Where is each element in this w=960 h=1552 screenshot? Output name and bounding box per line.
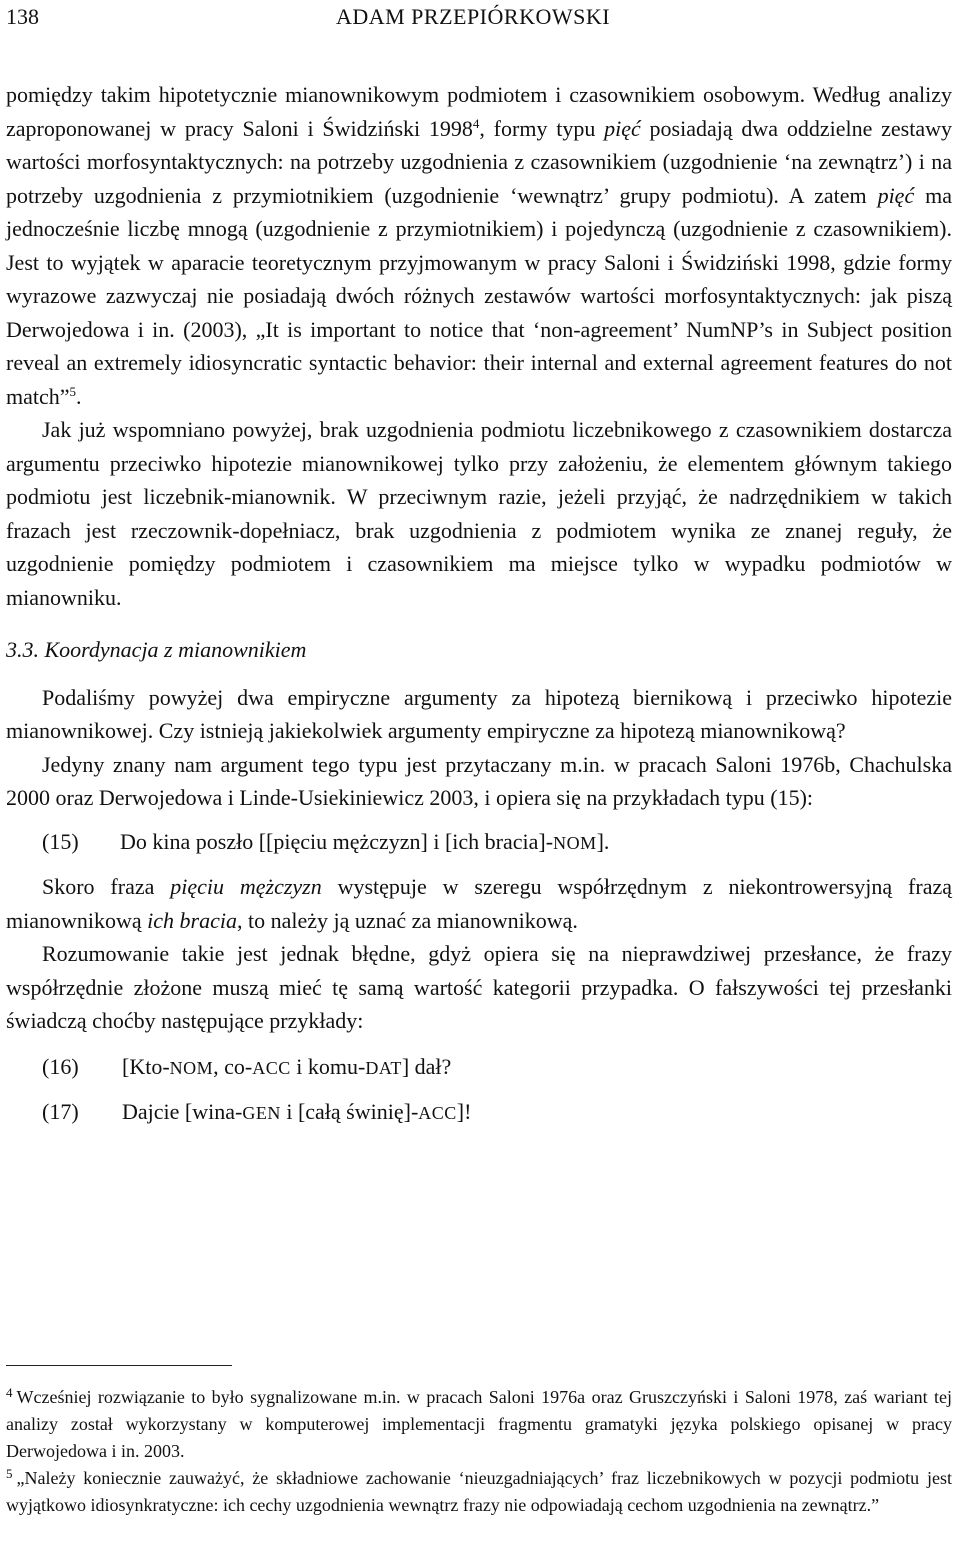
body-text xyxy=(6,78,952,1141)
example-text: [Kto-NOM, co-ACC i komu-DAT] dał? xyxy=(122,1053,452,1079)
paragraph-6: Rozumowanie takie jest jednak błędne, gdyż opiera się na nieprawdziwej przesłance, że frazy współrzędnie złożone muszą mieć tę samą wartość kategorii przypadka. O fałszywości tej przesłanki świadczą choćby następujące przykłady: xyxy=(6,941,952,1033)
paragraph-4: Jedyny znany nam argument tego typu jest przytaczany m.in. w pracach Saloni 1976b, Chachulska 2000 oraz Derwojedowa i Linde-Usiekiniewicz 2003, i opiera się na przykładach typu (15): xyxy=(6,751,952,810)
footnote-4 xyxy=(6,1384,952,1465)
example-17 xyxy=(6,1095,952,1131)
example-16 xyxy=(6,1050,952,1086)
page-header xyxy=(6,4,940,38)
paragraph-2: Jak już wspomniano powyżej, brak uzgodnienia podmiotu liczebnikowego z czasownikiem dostarcza argumentu przeciwko hipotezie mianownikowej tylko przy założeniu, że elementem głównym takiego podmiotu jest liczebnik-mianownik. W przeciwnym razie, jeżeli przyjąć, że nadrzędnikiem w takich frazach jest rzeczownik-dopełniacz, brak uzgodnienia z podmiotem wynika ze znanej reguły, że uzgodnienie pomiędzy podmiotem i czasownikiem ma miejsce tylko w wypadku podmiotów w mianowniku. xyxy=(6,417,952,610)
example-15 xyxy=(6,825,952,861)
example-number: (17) xyxy=(42,1099,79,1124)
footnote-divider xyxy=(6,1365,232,1366)
example-text: Dajcie [wina-GEN i [całą świnię]-ACC]! xyxy=(122,1099,472,1124)
section-heading: 3.3. Koordynacja z mianownikiem xyxy=(6,637,307,662)
footnote-text: Wcześniej rozwiązanie to było sygnalizowane m.in. w pracach Saloni 1976a oraz Gruszczyński i Saloni 1978, zaś wariant tej analizy został wykorzystany w komputerowej implementacji fragmentu gramatyki języka polskiego opisanej w pracy Derwojedowa i in. 2003. xyxy=(6,1387,952,1461)
page-number: 138 xyxy=(6,4,39,29)
paragraph-1: pomiędzy takim hipotetycznie mianownikowym podmiotem i czasownikiem osobowym. Według analizy zaproponowanej w pracy Saloni i Świdziński 1998$^4$, formy typu pięć posiadają dwa oddzielne zestawy wartości morfosyntaktycznych: na potrzeby uzgodnienia z czasownikiem (uzgodnienie ‘na zewnątrz’) i na potrzeby uzgodnienia z przymiotnikiem (uzgodnienie ‘wewnątrz’ grupy podmiotu). A zatem pięć ma jednocześnie liczbę mnogą (uzgodnienie z przymiotnikiem) i pojedynczą (uzgodnienie z czasownikiem). Jest to wyjątek w aparacie teoretycznym przyjmowanym w pracy Saloni i Świdziński 1998, gdzie formy wyrazowe zazwyczaj nie posiadają dwóch różnych zestawów wartości morfosyntaktycznych: jak piszą Derwojedowa i in. (2003), „It is important to notice that ‘non-agreement’ NumNP’s in Subject position reveal an extremely idiosyncratic syntactic behavior: their internal and external agreement features do not match”$^5$. xyxy=(6,82,952,409)
footnote-ref-4[interactable]: 4 xyxy=(472,115,480,131)
footnote-number: 4 xyxy=(6,1385,13,1400)
example-number: (16) xyxy=(42,1053,79,1079)
paragraph-5: Skoro fraza pięciu mężczyzn występuje w szeregu współrzędnym z niekontrowersyjną frazą mianownikową ich bracia, to należy ją uznać za mianownikową. xyxy=(6,874,952,933)
running-head: ADAM PRZEPIÓRKOWSKI xyxy=(335,4,611,29)
example-text: Do kina poszło [[pięciu mężczyzn] i [ich bracia]-NOM]. xyxy=(120,828,610,854)
footnotes xyxy=(6,1384,952,1519)
footnote-5 xyxy=(6,1465,952,1519)
example-number: (15) xyxy=(42,828,79,854)
paragraph-3: Podaliśmy powyżej dwa empiryczne argumenty za hipotezą biernikową i przeciwko hipotezie mianownikowej. Czy istnieją jakiekolwiek argumenty empiryczne za hipotezą mianownikową? xyxy=(6,684,952,743)
footnote-number: 5 xyxy=(6,1466,13,1481)
footnote-ref-5[interactable]: 5 xyxy=(69,383,77,399)
footnote-text: „Należy koniecznie zauważyć, że składniowe zachowanie ‘nieuzgadniających’ fraz liczebnikowych w pozycji podmiotu jest wyjątkowo idiosynkratyczne: ich cechy uzgodnienia wewnątrz frazy nie odpowiadają cechom uzgodnienia na zewnątrz.” xyxy=(6,1468,952,1515)
